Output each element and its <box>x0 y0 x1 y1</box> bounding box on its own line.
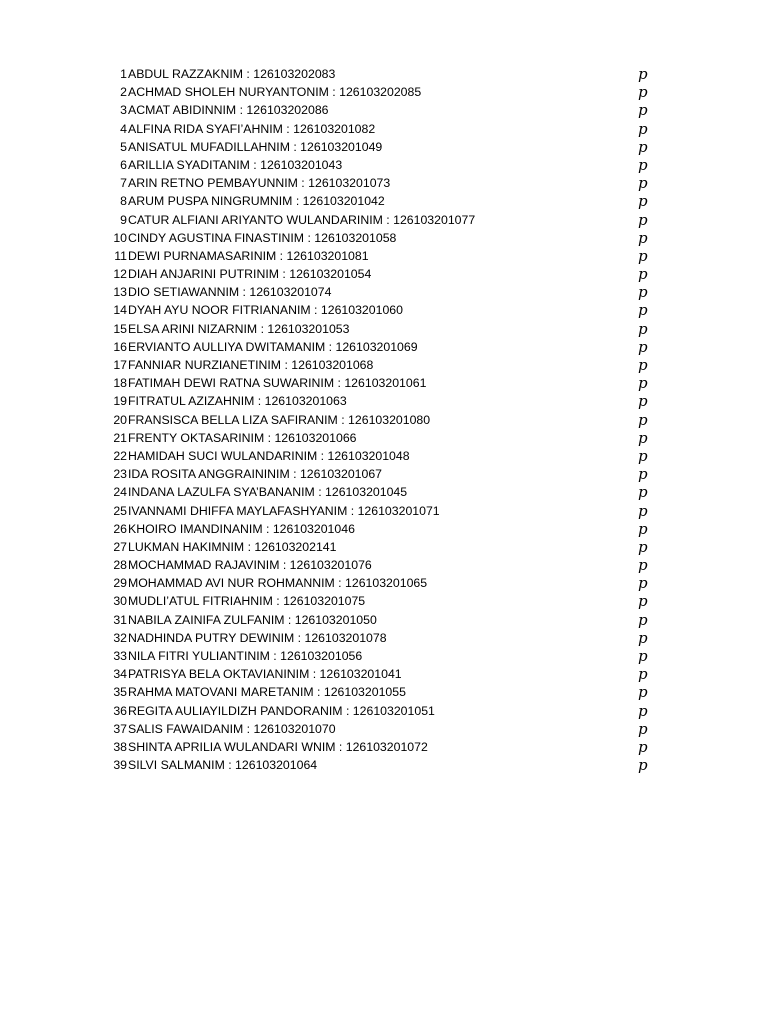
item-number: 38 <box>113 739 127 754</box>
presence-mark: 𝑝 <box>638 356 648 374</box>
item-number: 25 <box>113 503 127 518</box>
presence-mark: 𝑝 <box>638 665 648 684</box>
student-name-nim: FATIMAH DEWI RATNA SUWARINIM : 126103201061 <box>128 376 427 391</box>
item-number: 20 <box>113 412 127 427</box>
item-number: 31 <box>113 612 127 627</box>
list-item <box>104 611 664 629</box>
student-name-nim: ARIN RETNO PEMBAYUNNIM : 126103201073 <box>128 176 391 191</box>
presence-mark: 𝑝 <box>638 101 648 120</box>
presence-mark: 𝑝 <box>638 592 648 611</box>
presence-mark: 𝑝 <box>638 428 648 447</box>
list-item <box>104 356 664 374</box>
presence-mark: 𝑝 <box>638 465 648 484</box>
list-item <box>104 683 664 701</box>
student-name-nim: LUKMAN HAKIMNIM : 126103202141 <box>128 539 337 554</box>
student-name-nim: IDA ROSITA ANGGRAININIM : 126103201067 <box>128 467 383 482</box>
student-name-nim: DEWI PURNAMASARINIM : 126103201081 <box>128 248 369 263</box>
list-item <box>104 702 664 720</box>
student-name-nim: ELSA ARINI NIZARNIM : 126103201053 <box>128 321 350 336</box>
list-item <box>104 374 664 392</box>
list-item <box>104 647 664 665</box>
list-item <box>104 665 664 683</box>
item-number: 7 <box>120 176 127 191</box>
item-number: 6 <box>120 157 127 172</box>
item-number: 22 <box>113 448 127 463</box>
list-item <box>104 192 664 210</box>
list-item <box>104 338 664 356</box>
presence-mark: 𝑝 <box>638 737 648 756</box>
list-item <box>104 301 664 319</box>
list-item <box>104 156 664 174</box>
item-number: 23 <box>113 467 127 482</box>
student-name-nim: ACMAT ABIDINNIM : 126103202086 <box>128 103 329 118</box>
student-name-nim: ERVIANTO AULLIYA DWITAMANIM : 126103201069 <box>128 339 418 354</box>
student-name-nim: ARILLIA SYADITANIM : 126103201043 <box>128 157 343 172</box>
student-name-nim: MOHAMMAD AVI NUR ROHMANNIM : 126103201065 <box>128 576 428 591</box>
list-item <box>104 83 664 101</box>
student-name-nim: FITRATUL AZIZAHNIM : 126103201063 <box>128 394 347 409</box>
presence-mark: 𝑝 <box>638 65 648 83</box>
student-name-nim: NABILA ZAINIFA ZULFANIM : 126103201050 <box>128 612 377 627</box>
list-item <box>104 229 664 247</box>
list-item <box>104 738 664 756</box>
presence-mark: 𝑝 <box>638 647 648 665</box>
student-name-nim: CINDY AGUSTINA FINASTINIM : 126103201058 <box>128 230 397 245</box>
student-name-nim: DYAH AYU NOOR FITRIANANIM : 126103201060 <box>128 303 403 318</box>
item-number: 26 <box>113 521 127 536</box>
item-number: 24 <box>113 485 127 500</box>
student-name-nim: INDANA LAZULFA SYA’BANANIM : 126103201045 <box>128 485 408 500</box>
list-item <box>104 592 664 610</box>
item-number: 29 <box>113 576 127 591</box>
student-name-nim: HAMIDAH SUCI WULANDARINIM : 126103201048 <box>128 448 410 463</box>
student-list <box>104 65 664 774</box>
presence-mark: 𝑝 <box>638 628 648 647</box>
student-name-nim: REGITA AULIAYILDIZH PANDORANIM : 126103201051 <box>128 703 435 718</box>
list-item <box>104 211 664 229</box>
student-name-nim: DIAH ANJARINI PUTRINIM : 126103201054 <box>128 267 372 282</box>
item-number: 14 <box>113 303 127 318</box>
student-name-nim: DIO SETIAWANNIM : 126103201074 <box>128 285 332 300</box>
item-number: 9 <box>120 212 127 227</box>
list-item <box>104 283 664 301</box>
presence-mark: 𝑝 <box>638 537 648 556</box>
list-item <box>104 320 664 338</box>
presence-mark: 𝑝 <box>638 228 648 247</box>
item-number: 3 <box>120 103 127 118</box>
list-item <box>104 265 664 283</box>
item-number: 33 <box>113 649 127 663</box>
presence-mark: 𝑝 <box>638 265 648 284</box>
student-name-nim: MUDLI’ATUL FITRIAHNIM : 126103201075 <box>128 594 366 609</box>
item-number: 39 <box>113 758 127 773</box>
list-item <box>104 247 664 265</box>
presence-mark: 𝑝 <box>638 610 648 629</box>
item-number: 12 <box>113 267 127 282</box>
presence-mark: 𝑝 <box>638 155 648 174</box>
item-number: 34 <box>113 667 127 682</box>
presence-mark: 𝑝 <box>638 210 648 229</box>
student-name-nim: SILVI SALMANIM : 126103201064 <box>128 758 318 773</box>
presence-mark: 𝑝 <box>638 246 648 265</box>
student-name-nim: ALFINA RIDA SYAFI’AHNIM : 126103201082 <box>128 121 376 136</box>
item-number: 17 <box>113 358 127 372</box>
presence-mark: 𝑝 <box>638 756 648 775</box>
student-name-nim: FRENTY OKTASARINIM : 126103201066 <box>128 430 357 445</box>
presence-mark: 𝑝 <box>638 337 648 356</box>
student-name-nim: FRANSISCA BELLA LIZA SAFIRANIM : 126103201080 <box>128 412 431 427</box>
presence-mark: 𝑝 <box>638 556 648 575</box>
item-number: 18 <box>113 376 127 391</box>
presence-mark: 𝑝 <box>638 174 648 193</box>
presence-mark: 𝑝 <box>638 192 648 211</box>
presence-mark: 𝑝 <box>638 519 648 538</box>
item-number: 19 <box>113 394 127 409</box>
item-number: 27 <box>113 539 127 554</box>
student-name-nim: ACHMAD SHOLEH NURYANTONIM : 126103202085 <box>128 85 422 100</box>
student-name-nim: MOCHAMMAD RAJAVINIM : 126103201076 <box>128 558 372 573</box>
student-name-nim: CATUR ALFIANI ARIYANTO WULANDARINIM : 126103201077 <box>128 212 476 227</box>
presence-mark: 𝑝 <box>638 392 648 411</box>
presence-mark: 𝑝 <box>638 701 648 720</box>
presence-mark: 𝑝 <box>638 446 648 465</box>
item-number: 30 <box>113 594 127 609</box>
presence-mark: 𝑝 <box>638 501 648 520</box>
presence-mark: 𝑝 <box>638 83 648 102</box>
student-name-nim: NADHINDA PUTRY DEWINIM : 126103201078 <box>128 630 387 645</box>
presence-mark: 𝑝 <box>638 319 648 338</box>
list-item <box>104 502 664 520</box>
item-number: 21 <box>113 430 127 445</box>
presence-mark: 𝑝 <box>638 719 648 738</box>
presence-mark: 𝑝 <box>638 137 648 156</box>
presence-mark: 𝑝 <box>638 301 648 320</box>
presence-mark: 𝑝 <box>638 410 648 429</box>
item-number: 5 <box>120 139 127 154</box>
list-item <box>104 101 664 119</box>
student-name-nim: KHOIRO IMANDINANIM : 126103201046 <box>128 521 355 536</box>
student-name-nim: ANISATUL MUFADILLAHNIM : 126103201049 <box>128 139 383 154</box>
list-item <box>104 538 664 556</box>
item-number: 35 <box>113 685 127 700</box>
item-number: 4 <box>120 121 127 136</box>
list-item <box>104 120 664 138</box>
list-item <box>104 574 664 592</box>
list-item <box>104 629 664 647</box>
list-item <box>104 520 664 538</box>
list-item <box>104 65 664 83</box>
item-number: 8 <box>120 194 127 209</box>
presence-mark: 𝑝 <box>638 283 648 302</box>
student-name-nim: RAHMA MATOVANI MARETANIM : 126103201055 <box>128 685 406 700</box>
presence-mark: 𝑝 <box>638 483 648 502</box>
presence-mark: 𝑝 <box>638 374 648 393</box>
student-name-nim: ABDUL RAZZAKNIM : 126103202083 <box>128 67 336 81</box>
list-item <box>104 138 664 156</box>
list-item <box>104 556 664 574</box>
item-number: 16 <box>113 339 127 354</box>
list-item <box>104 483 664 501</box>
item-number: 37 <box>113 721 127 736</box>
item-number: 1 <box>120 67 127 81</box>
item-number: 2 <box>120 85 127 100</box>
presence-mark: 𝑝 <box>638 574 648 593</box>
item-number: 36 <box>113 703 127 718</box>
item-number: 28 <box>113 558 127 573</box>
item-number: 32 <box>113 630 127 645</box>
item-number: 13 <box>113 285 127 300</box>
item-number: 10 <box>113 230 127 245</box>
presence-mark: 𝑝 <box>638 683 648 702</box>
list-item <box>104 392 664 410</box>
list-item <box>104 465 664 483</box>
student-name-nim: PATRISYA BELA OKTAVIANINIM : 126103201041 <box>128 667 402 682</box>
student-name-nim: SHINTA APRILIA WULANDARI WNIM : 126103201072 <box>128 739 428 754</box>
student-name-nim: FANNIAR NURZIANETINIM : 126103201068 <box>128 358 374 372</box>
list-item <box>104 756 664 774</box>
student-name-nim: NILA FITRI YULIANTINIM : 126103201056 <box>128 649 363 663</box>
list-item <box>104 429 664 447</box>
student-name-nim: IVANNAMI DHIFFA MAYLAFASHYANIM : 126103201071 <box>128 503 440 518</box>
student-name-nim: SALIS FAWAIDANIM : 126103201070 <box>128 721 336 736</box>
list-item <box>104 174 664 192</box>
item-number: 15 <box>113 321 127 336</box>
list-item <box>104 447 664 465</box>
list-item <box>104 411 664 429</box>
student-name-nim: ARUM PUSPA NINGRUMNIM : 126103201042 <box>128 194 385 209</box>
list-item <box>104 720 664 738</box>
item-number: 11 <box>114 248 127 263</box>
presence-mark: 𝑝 <box>638 119 648 138</box>
